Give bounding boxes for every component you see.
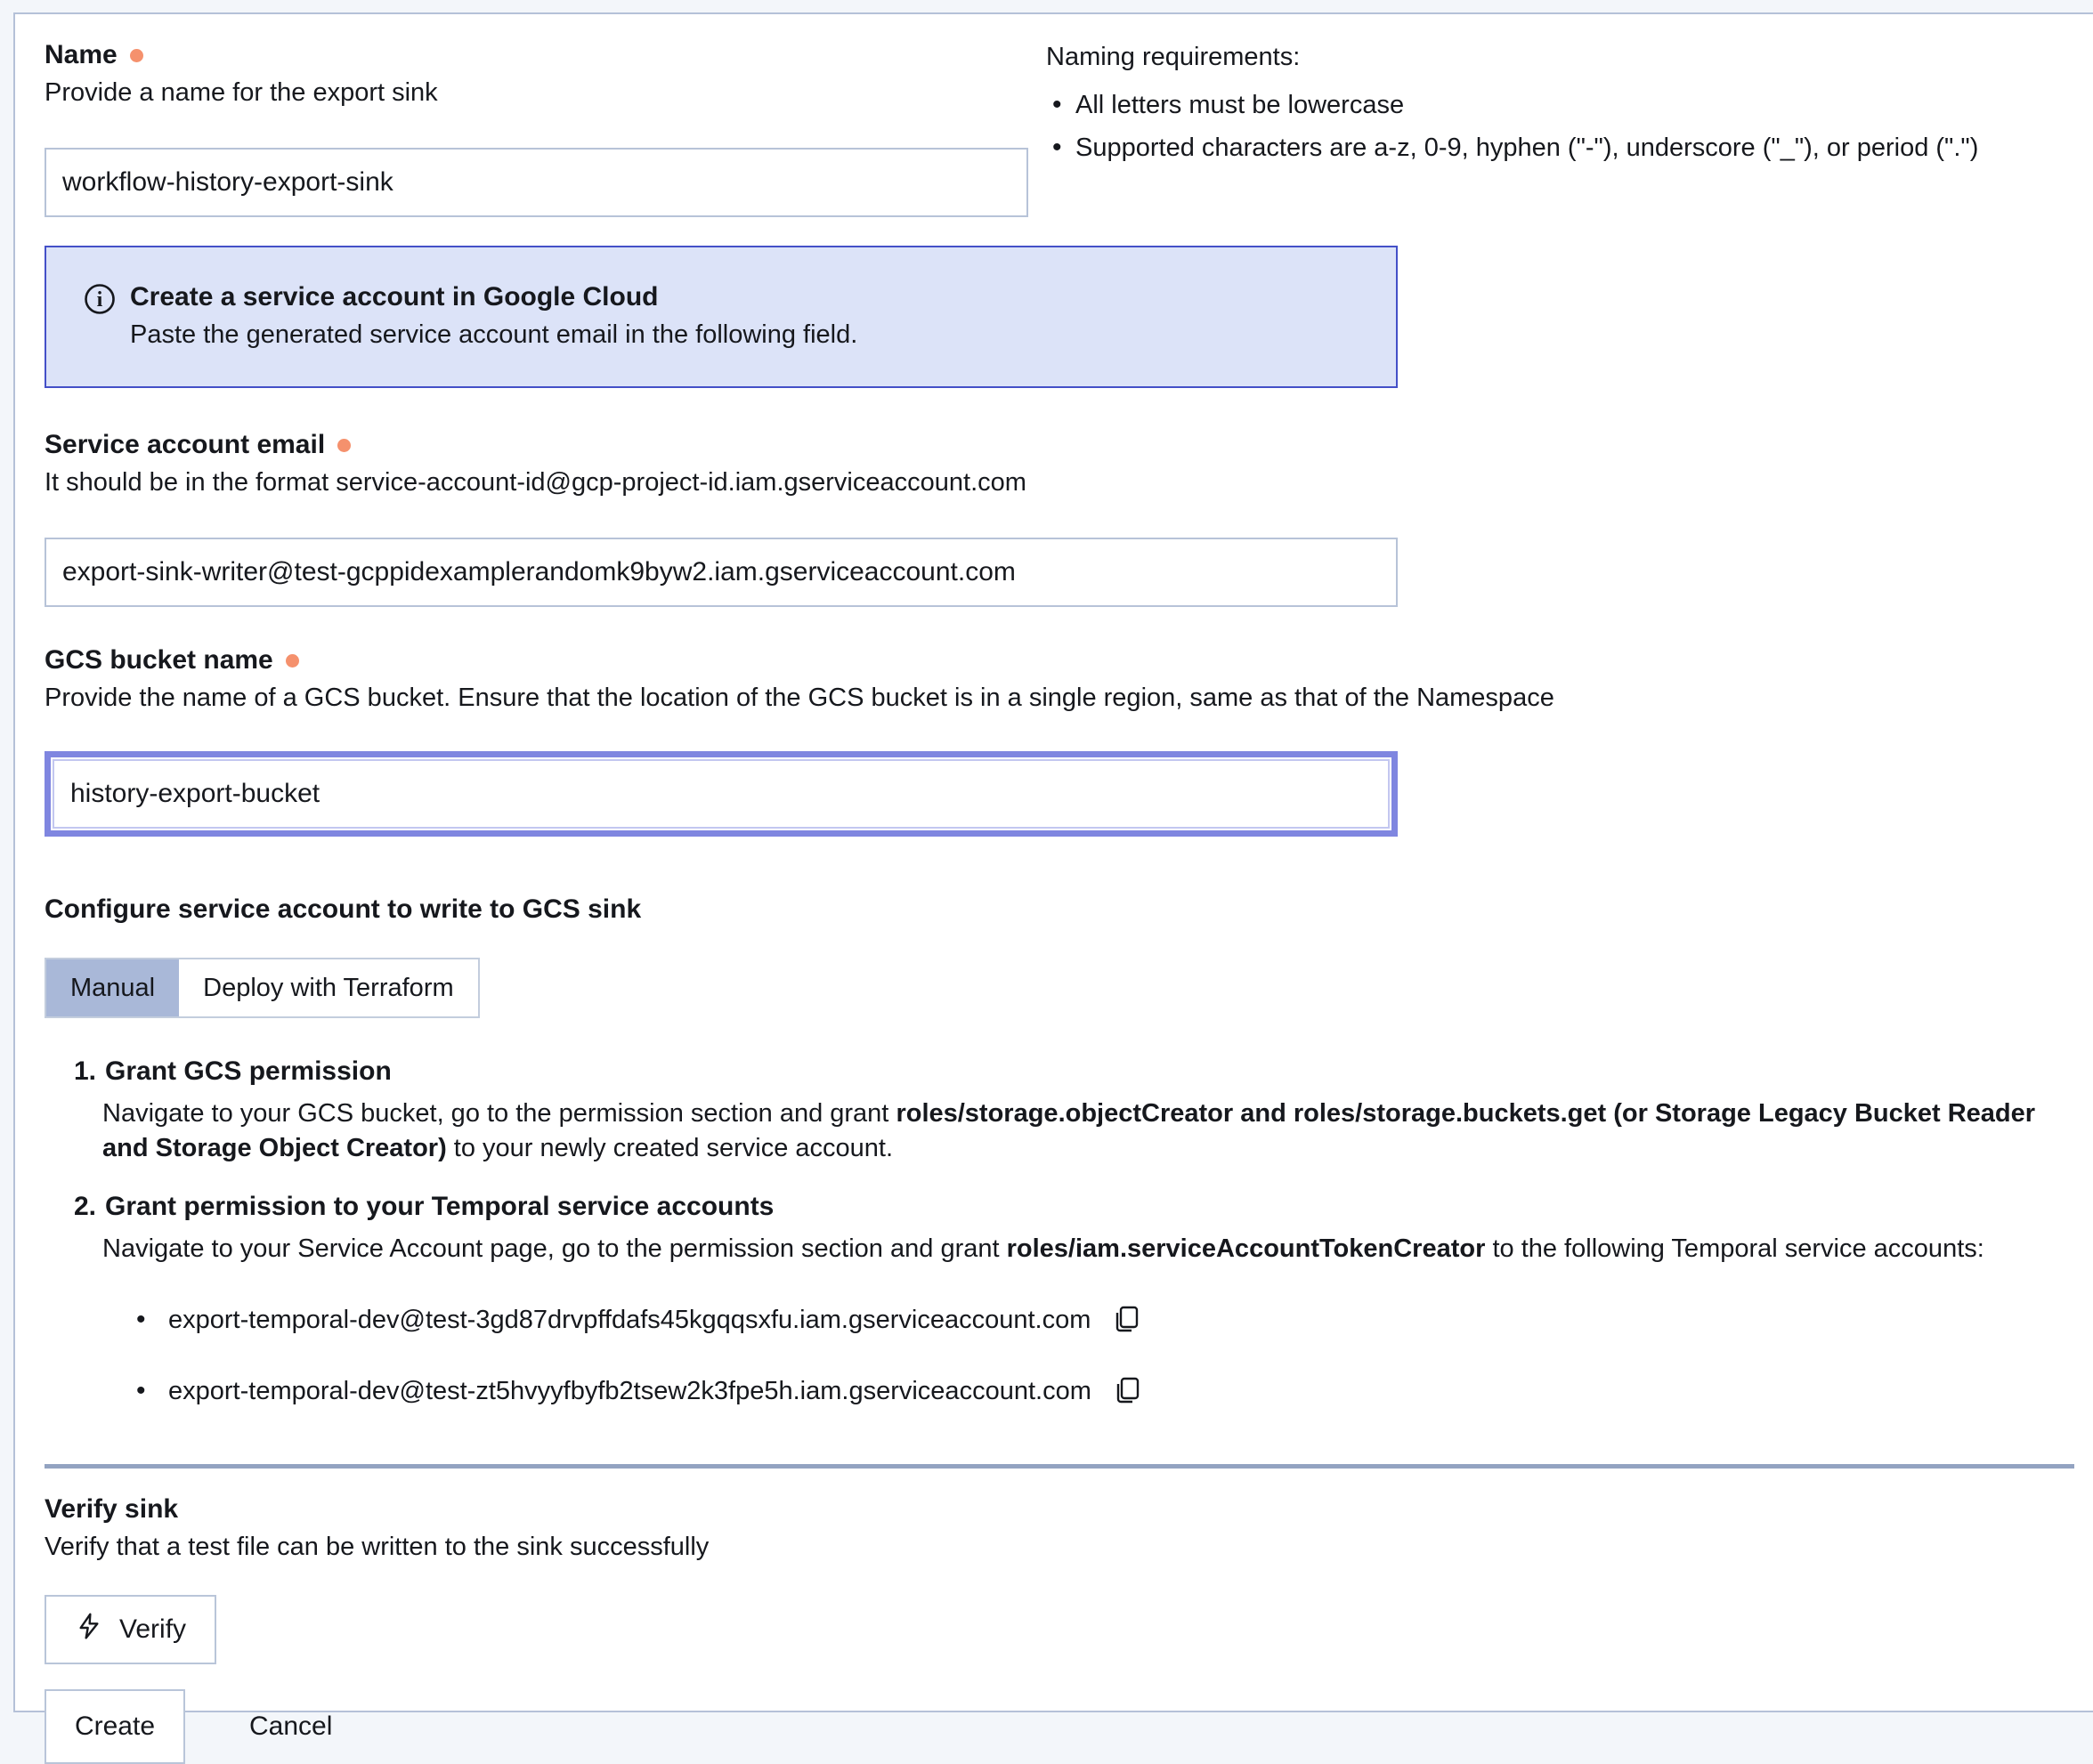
step-number: 2.	[74, 1192, 97, 1221]
info-icon	[84, 283, 116, 325]
step-body: Navigate to your Service Account page, go to the permission section and grant roles/iam.serviceAccountTokenCreator to the following Temporal service accounts:	[102, 1234, 1984, 1263]
bucket-label: GCS bucket name	[45, 645, 273, 675]
section-divider	[45, 1464, 2074, 1469]
configure-section-title: Configure service account to write to GCS sink	[45, 894, 642, 924]
verify-button-label: Verify	[119, 1614, 187, 1644]
service-account-info-banner	[45, 246, 1398, 388]
name-field-block	[45, 37, 1028, 217]
step-body: Navigate to your GCS bucket, go to the permission section and grant roles/storage.objectCreator and roles/storage.buckets.get (or Storage Legacy Bucket Reader and Storage Object Creator) to your newly created service account.	[102, 1099, 2036, 1162]
info-banner-title: Create a service account in Google Cloud	[130, 282, 659, 312]
bucket-input-focus-ring	[45, 751, 1398, 837]
verify-button[interactable]	[45, 1595, 216, 1664]
service-account-field-block	[45, 427, 2084, 607]
step-number: 1.	[74, 1056, 97, 1086]
temporal-service-account-email: • export-temporal-dev@test-zt5hvyyfbyfb2tsew2k3fpe5h.iam.gserviceaccount.com	[168, 1377, 1091, 1405]
tab-manual[interactable]: Manual	[46, 959, 179, 1016]
verify-section	[45, 1492, 2084, 1664]
copy-icon	[1113, 1375, 1143, 1408]
bucket-field-block	[45, 643, 2084, 837]
create-button[interactable]: Create	[45, 1689, 185, 1764]
temporal-service-account-list	[136, 1302, 2039, 1409]
bucket-description: Provide the name of a GCS bucket. Ensure that the location of the GCS bucket is in a single region, same as that of the Namespace	[45, 684, 1554, 712]
naming-requirement-item: • Supported characters are a-z, 0-9, hyphen ("-"), underscore ("_"), or period (".")	[1075, 130, 2084, 166]
naming-requirement-item: • All letters must be lowercase	[1075, 87, 2084, 123]
naming-requirements-title: Naming requirements:	[1046, 43, 1301, 71]
name-input[interactable]	[45, 148, 1028, 217]
service-account-description: It should be in the format service-account-id@gcp-project-id.iam.gserviceaccount.com	[45, 468, 1026, 497]
form-actions	[45, 1689, 2084, 1764]
service-account-label: Service account email	[45, 430, 326, 459]
service-account-required-indicator	[337, 439, 351, 452]
step-title: Grant permission to your Temporal service accounts	[105, 1192, 775, 1221]
temporal-service-account-email: • export-temporal-dev@test-3gd87drvpffdafs45kgqqsxfu.iam.gserviceaccount.com	[168, 1306, 1091, 1334]
name-description: Provide a name for the export sink	[45, 78, 438, 107]
info-banner-body: Paste the generated service account email in the following field.	[130, 320, 858, 349]
name-label: Name	[45, 40, 118, 69]
verify-section-description: Verify that a test file can be written to the sink successfully	[45, 1533, 710, 1561]
list-item	[136, 1302, 2039, 1338]
verify-section-title: Verify sink	[45, 1494, 179, 1524]
bucket-required-indicator	[286, 654, 299, 668]
lightning-icon	[75, 1612, 103, 1647]
configure-tab-group	[45, 958, 480, 1018]
list-item	[136, 1373, 2039, 1409]
configure-steps	[45, 1054, 2039, 1409]
naming-requirements-list	[1046, 87, 2084, 166]
copy-button[interactable]	[1113, 1375, 1143, 1408]
name-required-indicator	[130, 49, 143, 62]
tab-deploy-with-terraform[interactable]: Deploy with Terraform	[179, 959, 478, 1016]
step-grant-gcs-permission	[45, 1054, 2039, 1166]
naming-requirements	[1046, 37, 2084, 217]
step-title: Grant GCS permission	[105, 1056, 392, 1086]
export-sink-form-panel	[13, 12, 2093, 1741]
info-banner-text	[130, 279, 857, 352]
step-grant-temporal-permission	[45, 1189, 2039, 1266]
svg-text:i: i	[96, 288, 103, 312]
copy-button[interactable]	[1112, 1304, 1142, 1337]
service-account-input[interactable]	[45, 538, 1398, 607]
cancel-button[interactable]: Cancel	[249, 1711, 333, 1741]
copy-icon	[1112, 1304, 1142, 1337]
name-row	[45, 37, 2084, 217]
bucket-input[interactable]	[53, 759, 1390, 829]
